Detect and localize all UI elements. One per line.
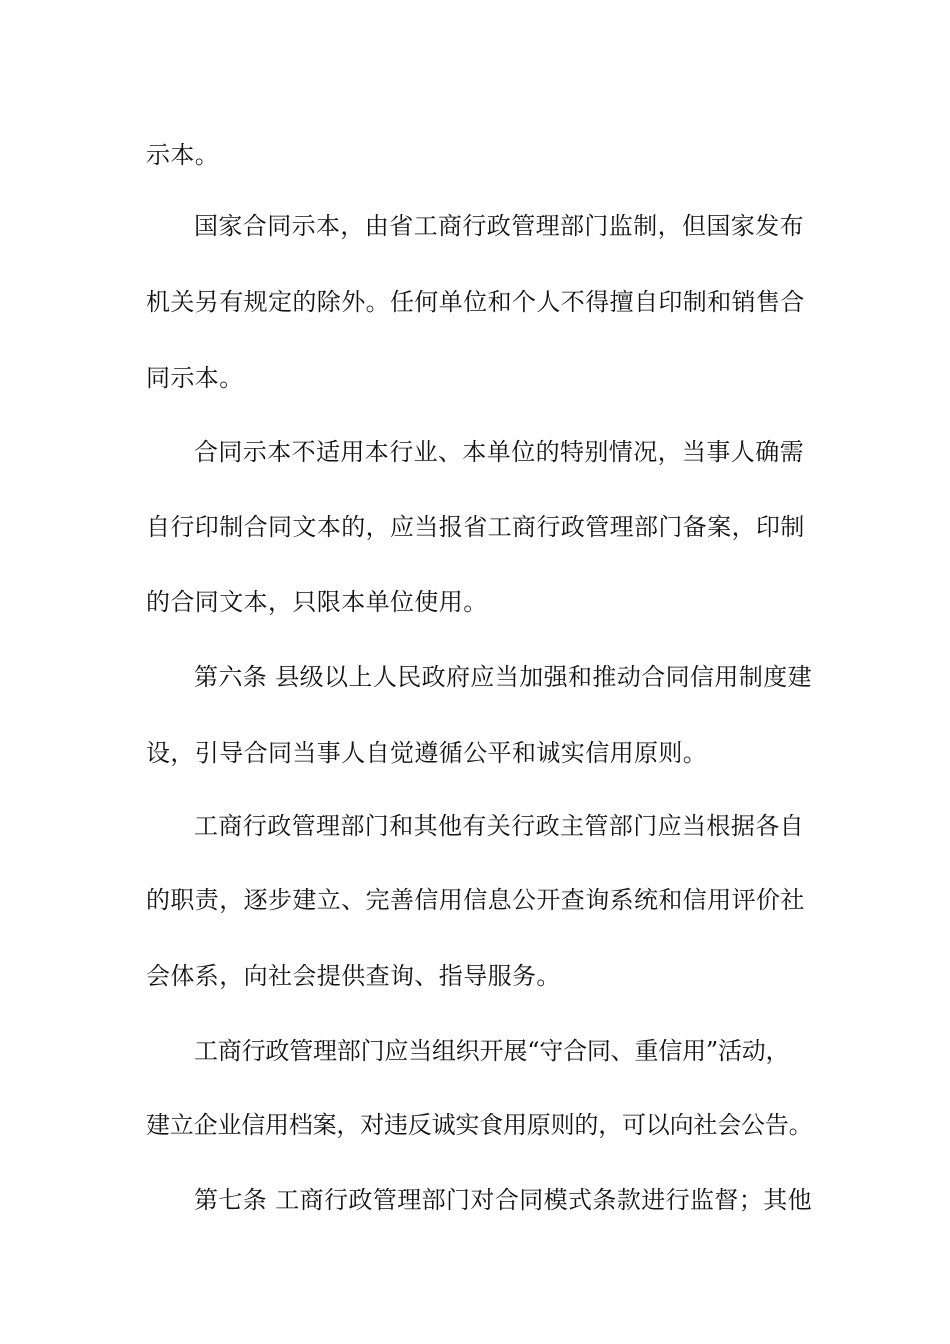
text-line: 工商行政管理部门应当组织开展“守合同、重信用”活动，	[194, 1037, 790, 1065]
text-line: 建立企业信用档案，对违反诚实食用原则的，可以向社会公告。	[146, 1111, 813, 1139]
text-line: 的职责，逐步建立、完善信用信息公开查询系统和信用评价社	[146, 886, 805, 914]
text-line: 示本。	[146, 141, 220, 169]
text-line: 设，引导合同当事人自觉遵循公平和诚实信用原则。	[146, 739, 708, 767]
text-line: 机关另有规定的除外。任何单位和个人不得擅自印制和销售合	[146, 288, 805, 316]
text-line: 工商行政管理部门和其他有关行政主管部门应当根据各自	[194, 812, 804, 840]
text-line: 自行印制合同文本的，应当报省工商行政管理部门备案，印制	[146, 513, 805, 541]
text-line: 同示本。	[146, 364, 244, 392]
text-line: 第六条 县级以上人民政府应当加强和推动合同信用制度建	[194, 663, 813, 691]
text-line: 的合同文本，只限本单位使用。	[146, 588, 488, 616]
text-line: 会体系，向社会提供查询、指导服务。	[146, 962, 561, 990]
text-line: 合同示本不适用本行业、本单位的特别情况，当事人确需	[194, 438, 804, 466]
text-line: 第七条 工商行政管理部门对合同模式条款进行监督；其他	[194, 1186, 813, 1214]
text-line: 国家合同示本，由省工商行政管理部门监制，但国家发布	[194, 212, 804, 240]
